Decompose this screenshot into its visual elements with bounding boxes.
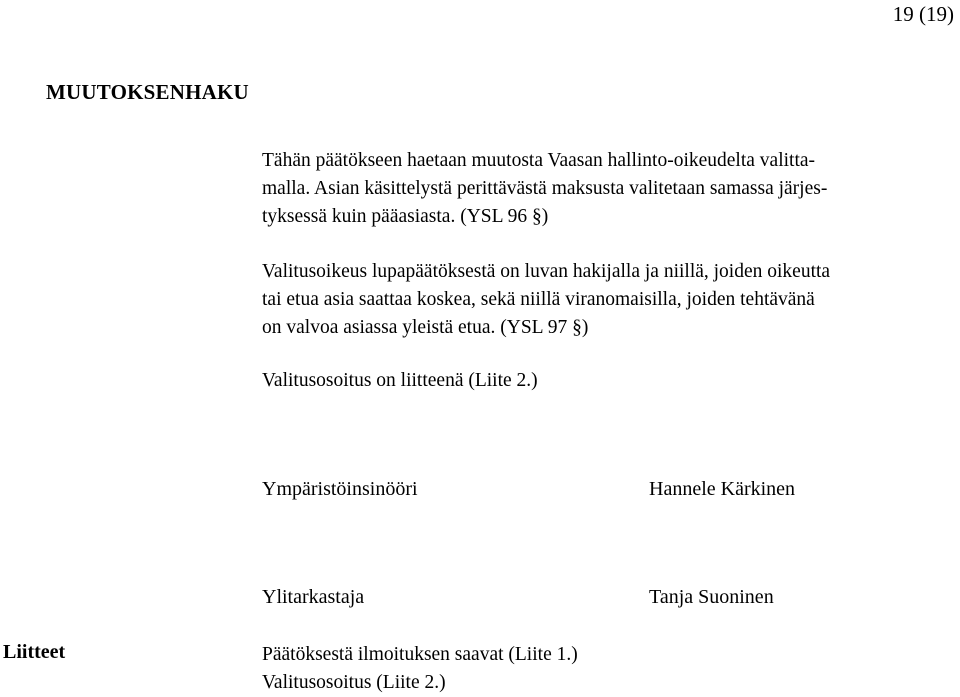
- attachments-label: Liitteet: [3, 641, 66, 663]
- appeal-instructions-paragraph: [262, 367, 538, 395]
- section-heading: MUUTOKSENHAKU: [46, 80, 249, 104]
- paragraph-line: malla. Asian käsittelystä perittävästä maksusta valitetaan samassa järjes-: [262, 178, 828, 199]
- paragraph-line: Valitusoikeus lupapäätöksestä on luvan hakijalla ja niillä, joiden oikeutta: [262, 261, 831, 282]
- paragraph-line: on valvoa asiassa yleistä etua. (YSL 97 §): [262, 317, 589, 338]
- paragraph-line: Tähän päätökseen haetaan muutosta Vaasan hallinto-oikeudelta valitta-: [262, 150, 816, 171]
- attachments-list: [262, 641, 578, 697]
- page-number: 19 (19): [892, 2, 954, 26]
- attachment-item: Päätöksestä ilmoituksen saavat (Liite 1.): [262, 644, 578, 665]
- right-of-appeal-paragraph: [262, 258, 830, 342]
- signatory-name: Hannele Kärkinen: [649, 478, 796, 500]
- paragraph-line: tyksessä kuin pääasiasta. (YSL 96 §): [262, 206, 549, 227]
- attachment-item: Valitusosoitus (Liite 2.): [262, 672, 446, 693]
- appeal-paragraph: [262, 147, 827, 231]
- paragraph-line: tai etua asia saattaa koskea, sekä niillä viranomaisilla, joiden tehtävänä: [262, 289, 815, 310]
- signatory-title: Ylitarkastaja: [262, 586, 365, 608]
- signatory-title: Ympäristöinsinööri: [262, 478, 418, 500]
- signatory-name: Tanja Suoninen: [649, 586, 774, 608]
- paragraph-line: Valitusosoitus on liitteenä (Liite 2.): [262, 370, 538, 391]
